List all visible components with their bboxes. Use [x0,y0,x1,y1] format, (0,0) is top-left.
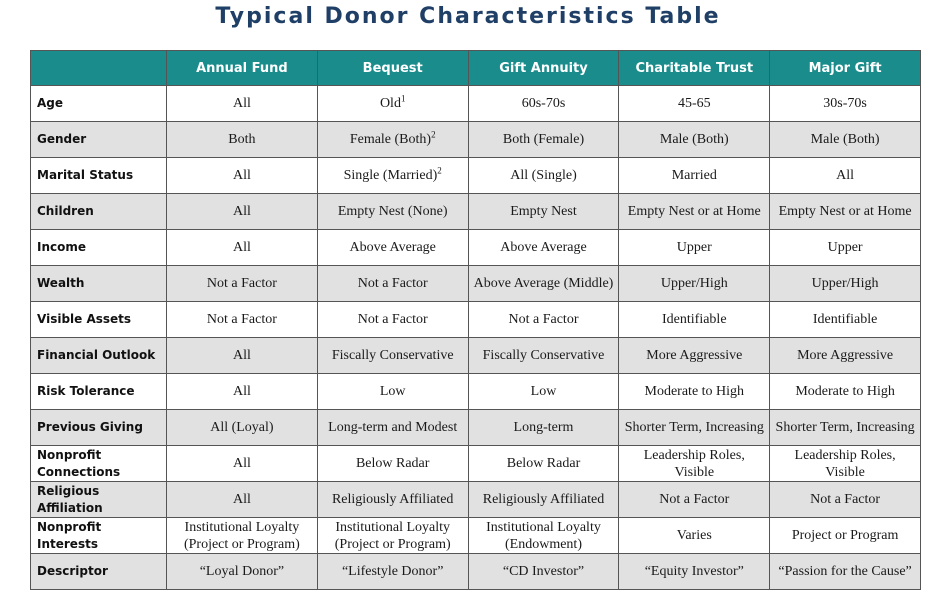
table-cell: All [770,158,921,194]
table-cell: Institutional Loyalty (Project or Program) [167,518,318,554]
table-cell: “Lifestyle Donor” [317,554,468,590]
footnote-mark: 1 [400,93,406,104]
table-cell: Single (Married)$^2$ [317,158,468,194]
table-cell: Identifiable [619,302,770,338]
table-row [31,518,921,554]
page-title: Typical Donor Characteristics Table [215,4,721,29]
table-cell: Male (Both) [770,122,921,158]
table-cell: All [167,158,318,194]
table-cell: All [167,374,318,410]
row-label: Religious Affiliation [31,482,167,518]
table-cell: Shorter Term, Increasing [619,410,770,446]
table-cell: All [167,446,318,482]
table-cell: Married [619,158,770,194]
table-cell: Moderate to High [770,374,921,410]
table-cell: Not a Factor [317,302,468,338]
table-cell: Upper/High [619,266,770,302]
table-cell: Moderate to High [619,374,770,410]
table-row [31,194,921,230]
table-row [31,266,921,302]
table-row [31,158,921,194]
row-label: Previous Giving [31,410,167,446]
table-cell: Above Average [468,230,619,266]
table-header-row [31,51,921,86]
table-cell: Both [167,122,318,158]
footnote-mark: 2 [431,129,436,140]
row-label: Nonprofit Connections [31,446,167,482]
table-cell: Empty Nest (None) [317,194,468,230]
header-annual-fund: Annual Fund [167,51,318,86]
table-cell: All [167,194,318,230]
row-label: Children [31,194,167,230]
table-cell: Both (Female) [468,122,619,158]
table-cell: “Loyal Donor” [167,554,318,590]
row-label: Visible Assets [31,302,167,338]
table-cell: 30s-70s [770,86,921,122]
table-cell: Leadership Roles, Visible [770,446,921,482]
table-row [31,446,921,482]
table-row [31,554,921,590]
table-cell: 45-65 [619,86,770,122]
row-label: Nonprofit Interests [31,518,167,554]
table-cell: All [167,86,318,122]
header-charitable-trust: Charitable Trust [619,51,770,86]
row-label: Wealth [31,266,167,302]
table-cell: Above Average (Middle) [468,266,619,302]
table-row [31,482,921,518]
header-bequest: Bequest [317,51,468,86]
table-cell: Institutional Loyalty (Project or Program) [317,518,468,554]
table-row [31,302,921,338]
row-label: Risk Tolerance [31,374,167,410]
table-cell: Above Average [317,230,468,266]
table-cell: Empty Nest [468,194,619,230]
row-label: Income [31,230,167,266]
table-cell: Old$^1$ [317,86,468,122]
table-cell: Long-term [468,410,619,446]
table-cell: Female (Both)$^2$ [317,122,468,158]
table-cell: Low [317,374,468,410]
table-cell: Long-term and Modest [317,410,468,446]
table-cell: Religiously Affiliated [317,482,468,518]
row-label: Marital Status [31,158,167,194]
table-row [31,410,921,446]
row-label: Financial Outlook [31,338,167,374]
row-label: Gender [31,122,167,158]
table-cell: Upper [619,230,770,266]
table-row [31,338,921,374]
table-cell: Not a Factor [468,302,619,338]
table-cell: Not a Factor [619,482,770,518]
table-cell: Project or Program [770,518,921,554]
table-row [31,86,921,122]
table-cell: Not a Factor [770,482,921,518]
table-cell: All (Single) [468,158,619,194]
table-cell: All (Loyal) [167,410,318,446]
table-cell: Low [468,374,619,410]
table-cell: All [167,230,318,266]
table-cell: Upper/High [770,266,921,302]
table-cell: Institutional Loyalty (Endowment) [468,518,619,554]
table-cell: Upper [770,230,921,266]
donor-characteristics-table [30,50,921,590]
header-major-gift: Major Gift [770,51,921,86]
table-row [31,230,921,266]
header-corner [31,51,167,86]
table-cell: “Equity Investor” [619,554,770,590]
table-cell: Not a Factor [167,266,318,302]
table-cell: 60s-70s [468,86,619,122]
table-cell: Below Radar [317,446,468,482]
table-row [31,374,921,410]
table-cell: Not a Factor [317,266,468,302]
table-cell: All [167,482,318,518]
row-label: Descriptor [31,554,167,590]
table-cell: All [167,338,318,374]
table-cell: Below Radar [468,446,619,482]
header-gift-annuity: Gift Annuity [468,51,619,86]
table-cell: Shorter Term, Increasing [770,410,921,446]
table-cell: “Passion for the Cause” [770,554,921,590]
table-cell: Empty Nest or at Home [770,194,921,230]
footnote-mark: 2 [437,165,442,176]
table-cell: More Aggressive [770,338,921,374]
table-cell: “CD Investor” [468,554,619,590]
table-cell: Leadership Roles, Visible [619,446,770,482]
table-cell: Empty Nest or at Home [619,194,770,230]
table-cell: Fiscally Conservative [468,338,619,374]
table-row [31,122,921,158]
table-cell: Male (Both) [619,122,770,158]
table-cell: Fiscally Conservative [317,338,468,374]
table-cell: Not a Factor [167,302,318,338]
table-cell: Identifiable [770,302,921,338]
row-label: Age [31,86,167,122]
table-cell: More Aggressive [619,338,770,374]
table-cell: Religiously Affiliated [468,482,619,518]
table-cell: Varies [619,518,770,554]
